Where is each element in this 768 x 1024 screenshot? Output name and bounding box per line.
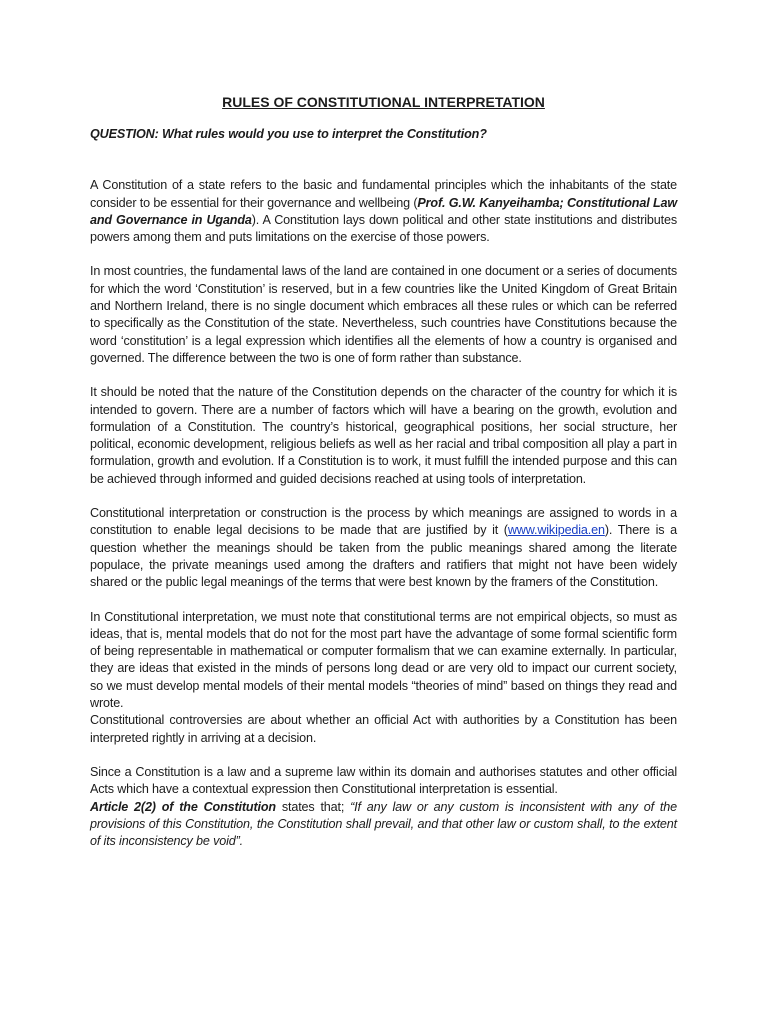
paragraph-mental-models: In Constitutional interpretation, we must note that constitutional terms are not empirical objects, so must as ideas, that is, mental models that do not for the most part have the advantage of some formal scientific form of being representable in mathematical or computer formalism that we can examine externally. In particular, they are ideas that existed in the minds of persons long dead or are very old to impact our current society, so we must develop mental models of their mental models “theories of mind” based on things they read and wrote. bbox=[90, 609, 677, 711]
document-title: RULES OF CONSTITUTIONAL INTERPRETATION bbox=[222, 94, 545, 110]
paragraph-interpretation-text-start: Constitutional interpretation or construction is the process by which meanings are assigned to words in a constitution to enable legal decisions to be made that are justified by it ( bbox=[90, 506, 677, 538]
article-quote: “If any law or any custom is inconsistent with any of the provisions of this Constitution, the Constitution shall prevail, and that other law or custom shall, to the extent of its inconsistency be void”. bbox=[90, 799, 677, 849]
paragraph-interpretation-text-end: ). There is a question whether the meanings should be taken from the public meanings shared among the literate populace, the private meanings used among the drafters and ratifiers that might not have been widely shared or the public legal meanings of the terms that were best known by the framers of the Constitution. bbox=[90, 523, 677, 590]
paragraph-definition-text-start: A Constitution of a state refers to the basic and fundamental principles which the inhabitants of the state consider to be essential for their governance and wellbeing ( bbox=[90, 178, 677, 210]
article-states: states that; bbox=[275, 799, 351, 814]
question-line: QUESTION: What rules would you use to interpret the Constitution? bbox=[90, 127, 487, 141]
article-reference: Article 2(2) of the Constitution bbox=[90, 799, 276, 814]
paragraph-article bbox=[90, 799, 677, 851]
document-page bbox=[90, 92, 677, 867]
citation-kanyeihamba: Prof. G.W. Kanyeihamba; Constitutional Law and Governance in Uganda bbox=[90, 195, 677, 227]
paragraph-supreme-law: Since a Constitution is a law and a supreme law within its domain and authorises statutes and other official Acts which have a contextual expression then Constitutional interpretation is essential. bbox=[90, 764, 677, 797]
paragraph-definition-text-end: ). A Constitution lays down political and other state institutions and distributes powers among them and puts limitations on the exercise of those powers. bbox=[90, 212, 677, 245]
paragraph-interpretation-definition bbox=[90, 505, 677, 591]
paragraph-definition bbox=[90, 177, 677, 246]
paragraph-nature: It should be noted that the nature of the Constitution depends on the character of the country for which it is intended to govern. There are a number of factors which will have a bearing on the growth, evolution and formulation of a Constitution. The country’s historical, geographical positions, her social structure, her political, economic development, religious beliefs as well as her racial and tribal composition all play a part in formulation, growth and evolution. If a Constitution is to work, it must fulfill the intended purpose and this can be achieved through informed and guided decisions reached at using tools of interpretation. bbox=[90, 385, 678, 486]
paragraph-controversies: Constitutional controversies are about whether an official Act with authorities by a Constitution has been interpreted rightly in arriving at a decision. bbox=[90, 713, 677, 745]
paragraph-fundamental-laws: In most countries, the fundamental laws of the land are contained in one document or a series of documents for which the word ‘Constitution’ is reserved, but in a few countries like the United Kingdom of Great Britain and Northern Ireland, there is no single document which embraces all these rules or which can be referred to specifically as the Constitution of the state. Nevertheless, such countries have Constitutions because the word ‘constitution’ is a legal expression which identifies all the elements of how a country is organised and governed. The difference between the two is one of form rather than substance. bbox=[90, 264, 677, 365]
wikipedia-link[interactable]: www.wikipedia.en bbox=[507, 523, 605, 538]
